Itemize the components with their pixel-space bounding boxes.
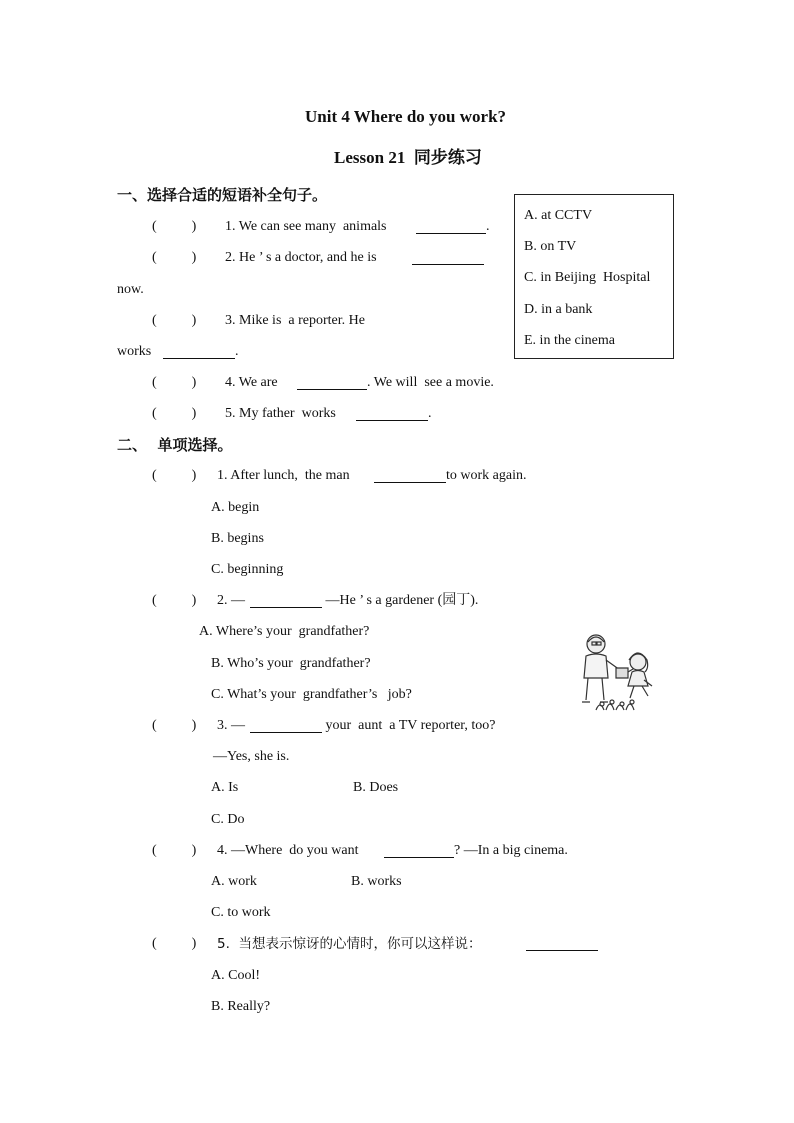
options-box: [514, 194, 674, 359]
answer-blank[interactable]: [250, 593, 322, 608]
section1-heading: 一、选择合适的短语补全句子。: [117, 186, 328, 204]
answer-bracket: ( ): [152, 250, 197, 265]
question-reply: —Yes, she is.: [213, 749, 290, 764]
question-text: 3. —: [217, 718, 245, 733]
answer-blank[interactable]: [374, 468, 446, 483]
option-b: B. on TV: [524, 239, 577, 254]
question-text-end: your aunt a TV reporter, too?: [322, 718, 496, 733]
choice-a: A. work: [211, 874, 257, 889]
answer-bracket: ( ): [152, 593, 197, 608]
question-text: 5. 当想表示惊讶的心情时，你可以这样说：: [217, 936, 482, 952]
answer-bracket: ( ): [152, 468, 197, 483]
question-text-end: to work again.: [446, 468, 527, 483]
answer-bracket: ( ): [152, 375, 197, 390]
gardener-illustration: [566, 630, 670, 714]
question-text: 2. He ’ s a doctor, and he is: [225, 250, 377, 265]
question-continuation: works: [117, 344, 152, 359]
question-text-end: .: [235, 344, 239, 359]
answer-bracket: ( ): [152, 843, 197, 858]
option-c: C. in Beijing Hospital: [524, 270, 651, 285]
answer-bracket: ( ): [152, 936, 197, 951]
answer-blank[interactable]: [297, 375, 367, 390]
option-e: E. in the cinema: [524, 333, 615, 348]
question-continuation: now.: [117, 282, 144, 297]
answer-blank[interactable]: [356, 406, 428, 421]
question-text: 3. Mike is a reporter. He: [225, 313, 365, 328]
question-text: 5. My father works: [225, 406, 336, 421]
choice-a: A. Where’s your grandfather?: [199, 624, 370, 639]
choice-b: B. Who’s your grandfather?: [211, 656, 371, 671]
page-title: Unit 4 Where do you work?: [305, 107, 507, 126]
question-text: 1. We can see many animals: [225, 219, 387, 234]
question-text-end: .: [486, 219, 490, 234]
question-text-end: . We will see a movie.: [367, 375, 494, 390]
choice-c: C. beginning: [211, 562, 284, 577]
page-subtitle: Lesson 21 同步练习: [334, 148, 482, 167]
question-text: 1. After lunch, the man: [217, 468, 350, 483]
answer-blank[interactable]: [526, 936, 598, 951]
answer-bracket: ( ): [152, 313, 197, 328]
choice-a: A. Is: [211, 780, 239, 795]
question-text: 4. We are: [225, 375, 278, 390]
section2-heading: 二、 单项选择。: [117, 436, 233, 454]
answer-bracket: ( ): [152, 406, 197, 421]
option-d: D. in a bank: [524, 302, 593, 317]
choice-b: B. Does: [353, 780, 399, 795]
question-text: 2. —: [217, 593, 245, 608]
answer-blank[interactable]: [412, 250, 484, 265]
answer-blank[interactable]: [384, 843, 454, 858]
answer-blank[interactable]: [163, 344, 235, 359]
choice-c: C. What’s your grandfather’s job?: [211, 687, 412, 702]
choice-b: B. begins: [211, 531, 264, 546]
choice-b: B. works: [351, 874, 402, 889]
question-text-end: —He ’ s a gardener (园丁).: [322, 593, 479, 608]
choice-c: C. to work: [211, 905, 271, 920]
answer-bracket: ( ): [152, 718, 197, 733]
answer-blank[interactable]: [250, 718, 322, 733]
choice-a: A. begin: [211, 500, 260, 515]
question-text-end: ? —In a big cinema.: [454, 843, 568, 858]
choice-a: A. Cool!: [211, 968, 260, 983]
question-text: 4. —Where do you want: [217, 843, 359, 858]
choice-b: B. Really?: [211, 999, 271, 1014]
question-text-end: .: [428, 406, 432, 421]
answer-blank[interactable]: [416, 219, 486, 234]
option-a: A. at CCTV: [524, 208, 593, 223]
choice-c: C. Do: [211, 812, 245, 827]
answer-bracket: ( ): [152, 219, 197, 234]
